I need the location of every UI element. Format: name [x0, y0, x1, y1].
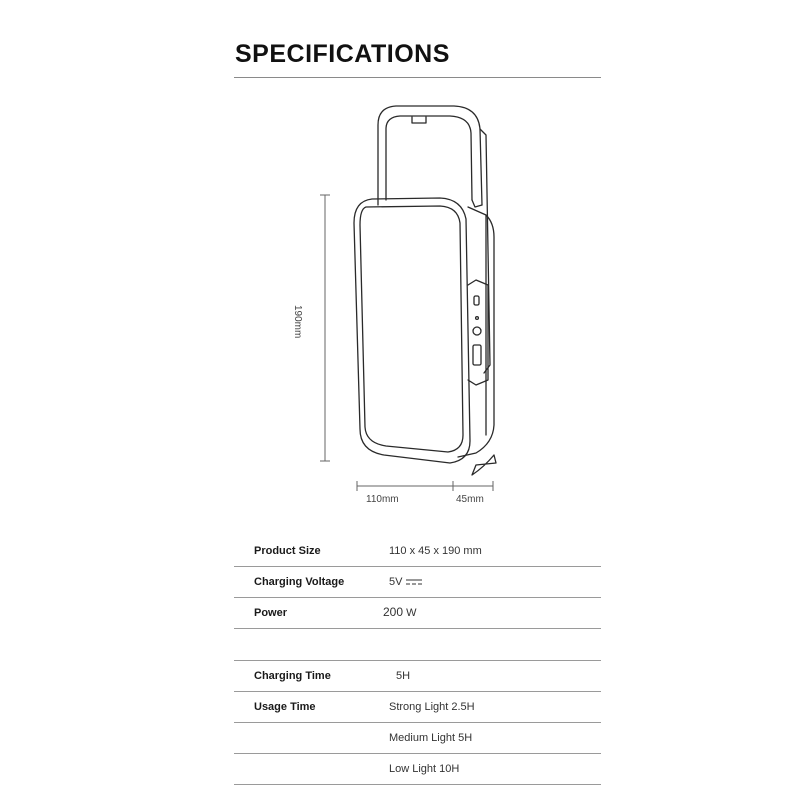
spec-row-charging-voltage: [234, 567, 601, 598]
spec-label: Power: [254, 607, 288, 619]
spec-value: Medium Light 5H: [389, 732, 473, 744]
title-divider: [234, 77, 601, 78]
spec-row-product-size: [234, 536, 601, 567]
specifications-table: [234, 536, 601, 785]
table-gap: [234, 629, 601, 660]
spec-label: Product Size: [254, 545, 321, 557]
spec-value: Strong Light 2.5H: [389, 701, 475, 713]
spec-row-usage-low: [234, 754, 601, 785]
width-dimension-line: [357, 481, 453, 491]
spec-row-usage-medium: [234, 723, 601, 754]
body-side: [458, 207, 496, 475]
spec-value: 110 x 45 x 190 mm: [389, 545, 482, 557]
spec-row-power: [234, 598, 601, 629]
dc-current-icon: [406, 579, 422, 585]
front-panel: [354, 198, 470, 463]
spec-label: Charging Voltage: [254, 576, 345, 588]
spec-label: Charging Time: [254, 670, 331, 682]
product-drawing: [300, 95, 510, 505]
spec-label: Usage Time: [254, 701, 316, 713]
spec-row-usage-time: [234, 692, 601, 723]
spec-value: 5V: [389, 576, 403, 588]
spec-row-charging-time: [234, 660, 601, 692]
spec-value-wrap: [389, 576, 422, 588]
spec-value: 200: [383, 605, 404, 619]
spec-unit: W: [406, 607, 417, 619]
spec-value-wrap: [383, 605, 416, 619]
depth-label: 45mm: [456, 494, 484, 505]
height-label: 190mm: [292, 305, 303, 339]
spec-value: 5H: [396, 670, 411, 682]
side-ports: [468, 280, 488, 385]
page-title: SPECIFICATIONS: [235, 40, 450, 68]
width-label: 110mm: [366, 494, 399, 505]
height-dimension-line: [320, 195, 330, 461]
depth-dimension-line: [453, 481, 493, 491]
spec-value: Low Light 10H: [389, 763, 460, 775]
